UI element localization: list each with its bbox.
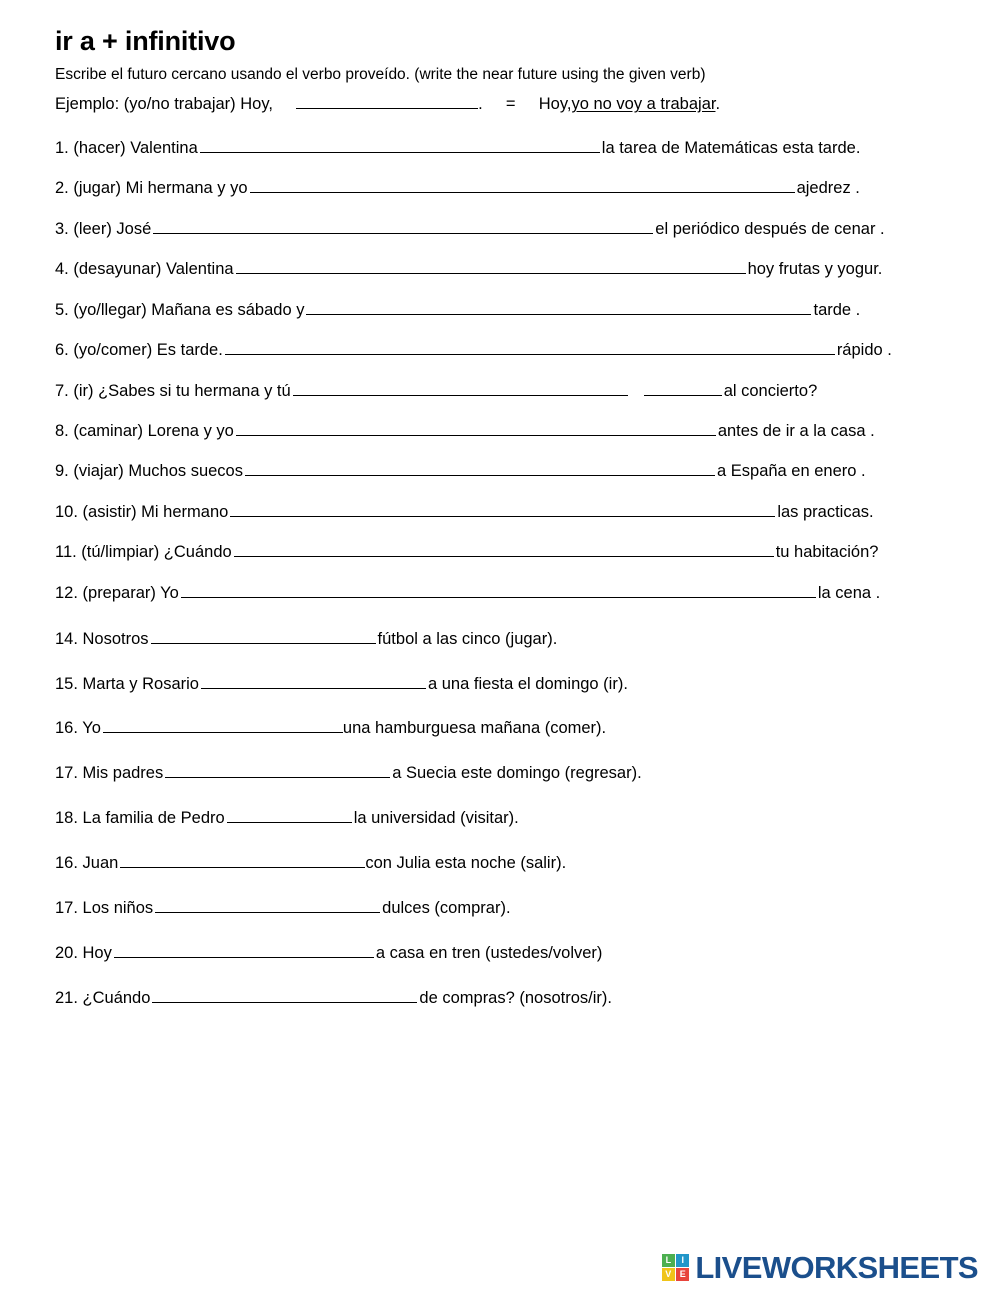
- question-suffix: hoy frutas y yogur.: [747, 260, 883, 279]
- question-row: [55, 717, 960, 741]
- question-suffix: antes de ir a la casa .: [717, 422, 875, 440]
- question-row: [55, 218, 960, 242]
- question-suffix: la universidad (visitar).: [353, 809, 519, 828]
- example-line: [55, 92, 960, 117]
- question-row: [55, 339, 960, 363]
- question-row: [55, 541, 960, 565]
- question-suffix: dulces (comprar).: [382, 899, 511, 918]
- question-row: [55, 380, 960, 404]
- answer-blank[interactable]: [114, 942, 374, 958]
- example-blank[interactable]: [296, 93, 478, 109]
- question-suffix: con Julia esta noche (salir).: [365, 854, 567, 873]
- question-suffix: de compras? (nosotros/ir).: [419, 988, 612, 1007]
- question-prompt: 9. (viajar) Muchos suecos: [55, 462, 243, 481]
- logo-tile-e: E: [676, 1268, 689, 1281]
- answer-blank[interactable]: [165, 762, 390, 778]
- question-suffix: tarde .: [813, 300, 861, 319]
- logo-tile-l: L: [662, 1254, 675, 1267]
- question-suffix: la tarea de Matemáticas esta tarde.: [601, 139, 861, 158]
- question-row: [55, 460, 960, 484]
- question-prompt: 4. (desayunar) Valentina: [55, 260, 234, 279]
- question-prompt: 17. Los niños: [55, 899, 154, 918]
- answer-blank[interactable]: [236, 420, 716, 436]
- questions-section-two: [55, 628, 960, 1011]
- question-prompt: 3. (leer) José: [55, 219, 152, 238]
- question-row: [55, 762, 960, 786]
- question-suffix: al concierto?: [723, 381, 818, 400]
- question-prompt: 7. (ir) ¿Sabes si tu hermana y tú: [55, 381, 291, 400]
- answer-blank[interactable]: [236, 258, 746, 274]
- question-row: [55, 501, 960, 525]
- answer-blank[interactable]: [245, 460, 715, 476]
- question-row: [55, 852, 960, 876]
- question-row: [55, 897, 960, 921]
- question-suffix: a Suecia este domingo (regresar).: [392, 764, 642, 783]
- answer-blank[interactable]: [293, 380, 628, 396]
- question-prompt: 17. Mis padres: [55, 764, 164, 783]
- example-result-suffix: .: [715, 95, 721, 114]
- answer-blank[interactable]: [152, 987, 417, 1003]
- answer-blank-secondary[interactable]: [644, 380, 722, 396]
- question-suffix: a España en enero .: [717, 462, 866, 481]
- answer-blank[interactable]: [227, 807, 352, 823]
- answer-blank[interactable]: [250, 177, 795, 193]
- question-prompt: 11. (tú/limpiar) ¿Cuándo: [55, 543, 232, 562]
- answer-blank[interactable]: [155, 897, 380, 913]
- question-suffix: la cena .: [817, 583, 881, 602]
- question-prompt: 16. Yo: [55, 719, 101, 738]
- question-suffix: el periódico después de cenar .: [655, 219, 885, 238]
- answer-blank[interactable]: [181, 582, 816, 598]
- question-prompt: 1. (hacer) Valentina: [55, 139, 198, 158]
- answer-blank[interactable]: [200, 137, 600, 153]
- question-prompt: 6. (yo/comer) Es tarde.: [55, 341, 223, 360]
- question-suffix: rápido .: [836, 341, 892, 360]
- question-prompt: 14. Nosotros: [55, 629, 149, 648]
- question-prompt: 10. (asistir) Mi hermano: [55, 502, 229, 521]
- answer-blank[interactable]: [103, 717, 343, 733]
- instructions-text: Escribe el futuro cercano usando el verbo proveído. (write the near future using the given verb): [55, 66, 706, 84]
- question-row: [55, 942, 960, 966]
- answer-blank[interactable]: [306, 299, 811, 315]
- question-row: [55, 987, 960, 1011]
- question-prompt: 18. La familia de Pedro: [55, 809, 225, 828]
- question-prompt: 21. ¿Cuándo: [55, 988, 151, 1007]
- question-suffix: ajedrez .: [796, 179, 860, 198]
- question-row: [55, 673, 960, 697]
- answer-blank[interactable]: [225, 339, 835, 355]
- question-prompt: 5. (yo/llegar) Mañana es sábado y: [55, 300, 305, 319]
- question-row: [55, 258, 960, 282]
- logo-tile-v: V: [662, 1268, 675, 1281]
- question-prompt: 2. (jugar) Mi hermana y yo: [55, 179, 248, 198]
- question-prompt: 12. (preparar) Yo: [55, 583, 179, 602]
- example-result-prefix: Hoy,: [538, 95, 572, 114]
- example-equals: =: [505, 95, 516, 114]
- question-suffix: las practicas.: [777, 502, 874, 521]
- question-row: [55, 177, 960, 201]
- question-suffix: tu habitación?: [775, 543, 879, 562]
- question-prompt: 20. Hoy: [55, 944, 112, 963]
- question-suffix: a una fiesta el domingo (ir).: [427, 674, 628, 693]
- example-answer: yo no voy a trabajar: [571, 95, 716, 114]
- question-row: [55, 807, 960, 831]
- question-row: [55, 420, 960, 444]
- page-title: ir a + infinitivo: [55, 26, 236, 56]
- question-suffix: a casa en tren (ustedes/volver): [375, 944, 603, 963]
- question-row: [55, 582, 960, 606]
- answer-blank[interactable]: [234, 541, 774, 557]
- answer-blank[interactable]: [230, 501, 775, 517]
- liveworksheets-logo-icon: [662, 1254, 690, 1282]
- question-row: [55, 137, 960, 161]
- liveworksheets-footer: [662, 1252, 978, 1283]
- answer-blank[interactable]: [201, 673, 426, 689]
- question-suffix: una hamburguesa mañana (comer).: [342, 719, 607, 738]
- question-prompt: 15. Marta y Rosario: [55, 674, 199, 693]
- questions-section-one: [55, 137, 960, 606]
- question-row: [55, 299, 960, 323]
- question-prompt: 16. Juan: [55, 854, 119, 873]
- question-suffix: fútbol a las cinco (jugar).: [377, 629, 558, 648]
- answer-blank[interactable]: [120, 852, 365, 868]
- answer-blank[interactable]: [153, 218, 653, 234]
- question-row: [55, 628, 960, 652]
- example-prefix: Ejemplo: (yo/no trabajar) Hoy,: [55, 95, 273, 114]
- logo-tile-i: I: [676, 1254, 689, 1267]
- liveworksheets-brand-text: LIVEWORKSHEETS: [695, 1250, 978, 1285]
- question-prompt: 8. (caminar) Lorena y yo: [55, 422, 234, 440]
- example-period: .: [478, 95, 483, 114]
- answer-blank[interactable]: [151, 628, 376, 644]
